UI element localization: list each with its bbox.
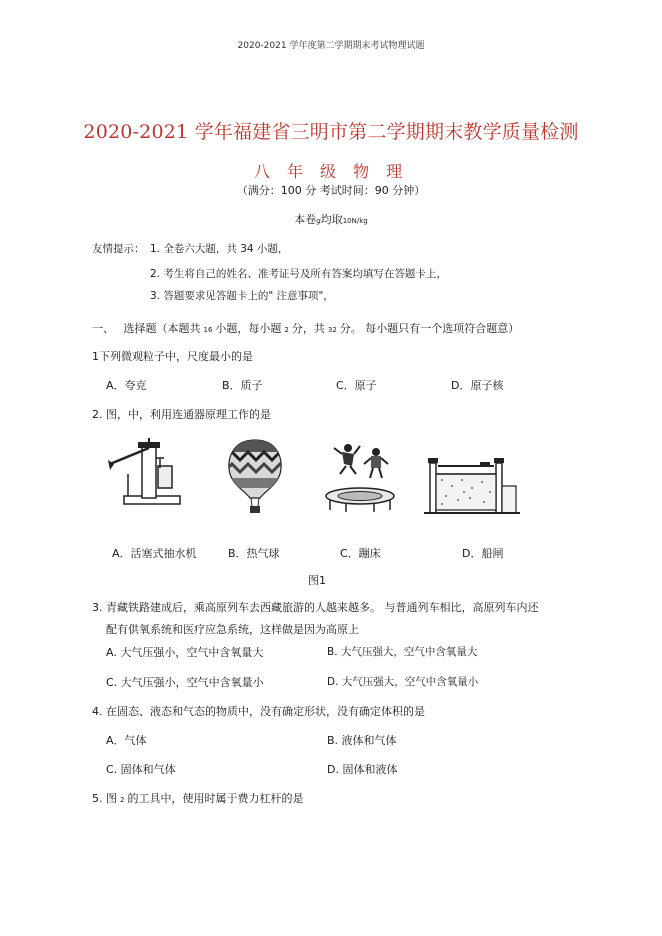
ship-lock-figure [424, 456, 520, 520]
q4-option-d: D. 固体和液体 [327, 763, 398, 776]
q2-option-d: D．船闸 [462, 547, 504, 560]
tips-label: 友情提示： [92, 243, 145, 255]
g-note [0, 211, 662, 227]
q2-stem: 2. 图，中，利用连通器原理工作的是 [92, 408, 271, 421]
score-info: （满分：100 分 考试时间：90 分钟） [236, 184, 426, 197]
q1-stem: 1下列微观粒子中，尺度最小的是 [92, 350, 253, 363]
subject-title: 八 年 级 物 理 [253, 162, 409, 181]
g-note-mid: 均取 [320, 213, 343, 226]
g-symbol: g [316, 217, 321, 225]
section-points-each: 2 [284, 326, 289, 334]
section-count: 16 [203, 326, 213, 334]
q1-option-c: C．原子 [336, 379, 377, 392]
q4-option-a: A．气体 [106, 734, 147, 747]
tip-1: 1. 全卷六大题，共 34 小题， [150, 243, 289, 255]
hot-air-balloon-figure [224, 438, 286, 518]
section-tail: 分。 每小题只有一个选项符合题意） [339, 322, 520, 335]
section-1-heading [92, 320, 519, 336]
q5-figure-number: 2 [120, 796, 125, 804]
section-mid1: 小题，每小题 [215, 322, 282, 335]
section-name: 选择题（本题共 [123, 322, 201, 335]
q2-option-a: A．活塞式抽水机 [112, 547, 197, 560]
q3-option-d: D. 大气压强大，空气中含氧量小 [327, 676, 479, 688]
section-mid2: 分，共 [291, 322, 325, 335]
q3-option-a: A. 大气压强小，空气中含氧量大 [106, 646, 264, 659]
q1-option-b: B．质子 [222, 379, 263, 392]
q1-option-a: A．夸克 [106, 379, 147, 392]
q5-stem [92, 790, 303, 806]
q4-option-b: B. 液体和气体 [327, 734, 397, 747]
q2-option-c: C．蹦床 [340, 547, 381, 560]
trampoline-figure [322, 436, 398, 516]
q4-stem: 4. 在固态、液态和气态的物质中，没有确定形状，没有确定体积的是 [92, 705, 425, 718]
page-header: 2020-2021 学年度第二学期期末考试物理试题 [237, 41, 425, 51]
section-number: 一、 [92, 322, 114, 335]
q3-stem-line2: 配有供氧系统和医疗应急系统，这样做是因为高原上 [106, 623, 359, 636]
figure-1-label: 图1 [308, 574, 326, 587]
q1-option-d: D．原子核 [451, 379, 504, 392]
q5-stem-suffix: 的工具中，使用时属于费力杠杆的是 [127, 792, 304, 805]
tip-3: 3. 答题要求见答题卡上的" 注意事项"， [150, 290, 334, 302]
q4-option-c: C. 固体和气体 [106, 763, 176, 776]
piston-pump-figure [102, 438, 188, 512]
q5-stem-prefix: 5. 图 [92, 792, 117, 805]
q3-option-b: B. 大气压强大，空气中含氧量大 [327, 646, 478, 658]
g-value: 10 [342, 217, 352, 225]
q3-stem-line1: 3. 青藏铁路建成后，乘高原列车去西藏旅游的人越来越多。 与普通列车相比，高原列车内还 [92, 601, 539, 614]
tip-2: 2. 考生将自己的姓名、准考证号及所有答案均填写在答题卡上， [150, 268, 447, 280]
exam-title: 2020-2021 学年福建省三明市第二学期期末教学质量检测 [83, 121, 579, 143]
q2-option-b: B．热气球 [228, 547, 280, 560]
g-unit: N/kg [351, 217, 368, 225]
q3-option-c: C. 大气压强小，空气中含氧量小 [106, 676, 264, 689]
g-note-prefix: 本卷 [294, 213, 317, 226]
section-points-total: 32 [327, 326, 337, 334]
